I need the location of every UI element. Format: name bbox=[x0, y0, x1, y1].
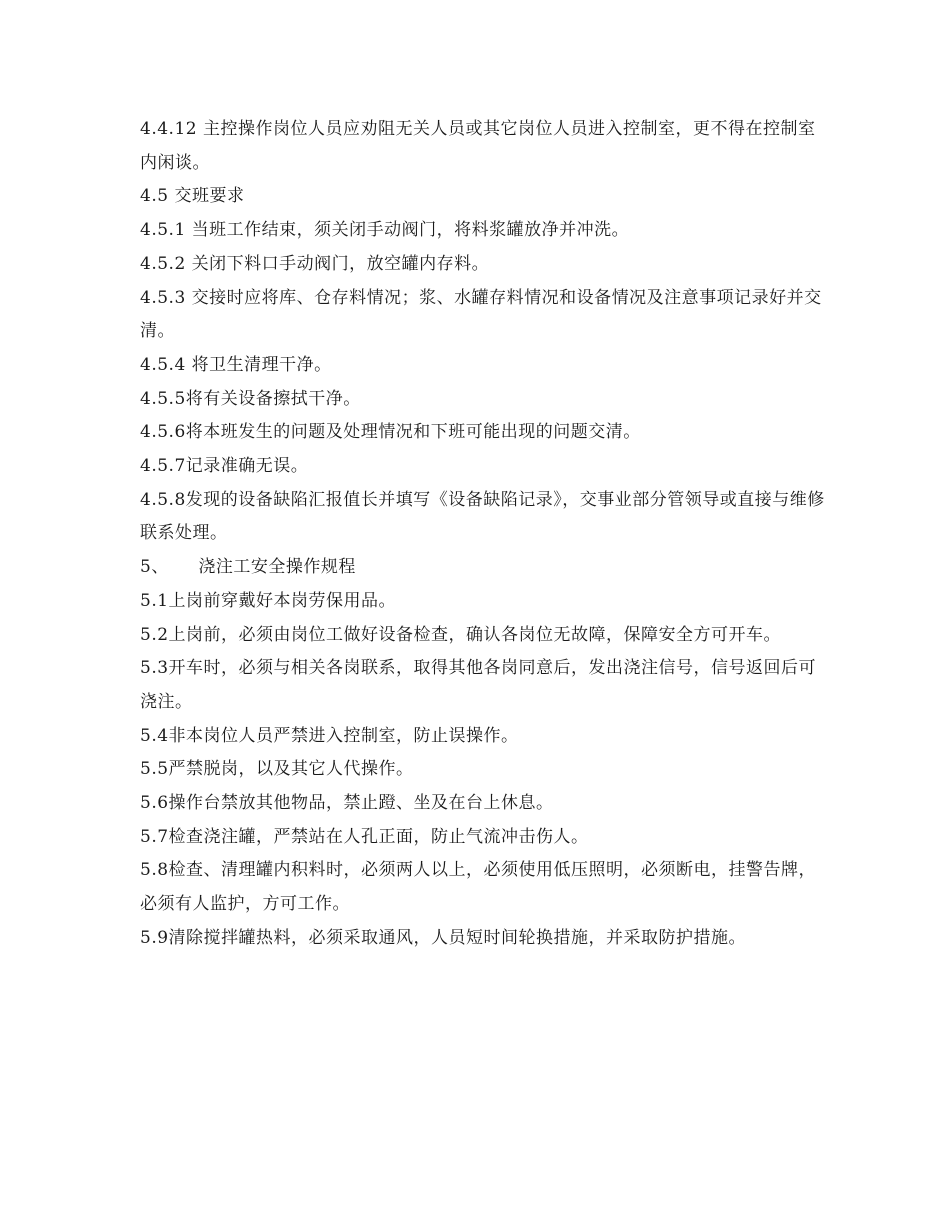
paragraph-4-5-8: 4.5.8发现的设备缺陷汇报值长并填写《设备缺陷记录》，交事业部分管领导或直接与维修联系处理。 bbox=[140, 489, 825, 544]
paragraph-5-6: 5.6操作台禁放其他物品，禁止蹬、坐及在台上休息。 bbox=[140, 793, 554, 814]
document-body bbox=[140, 113, 830, 956]
paragraph-5-4: 5.4非本岗位人员严禁进入控制室，防止误操作。 bbox=[140, 725, 519, 746]
paragraph-4-5-5: 4.5.5将有关设备擦拭干净。 bbox=[140, 388, 361, 409]
paragraph-5-9: 5.9清除搅拌罐热料，必须采取通风，人员短时间轮换措施，并采取防护措施。 bbox=[140, 927, 747, 948]
paragraph-4-5-6: 4.5.6将本班发生的问题及处理情况和下班可能出现的问题交清。 bbox=[140, 422, 641, 443]
paragraph-4-5-4: 4.5.4 将卫生清理干净。 bbox=[140, 354, 332, 375]
paragraph-5-2: 5.2上岗前，必须由岗位工做好设备检查，确认各岗位无故障，保障安全方可开车。 bbox=[140, 624, 782, 645]
paragraph-4-5-2: 4.5.2 关闭下料口手动阀门，放空罐内存料。 bbox=[140, 253, 490, 274]
paragraph-5-3: 5.3开车时，必须与相关各岗联系，取得其他各岗同意后，发出浇注信号，信号返回后可浇注。 bbox=[140, 658, 817, 712]
paragraph-4-5-7: 4.5.7记录准确无误。 bbox=[140, 456, 309, 477]
section-heading-5: 5、 浇注工安全操作规程 bbox=[140, 557, 356, 578]
paragraph-4-4-12: 4.4.12 主控操作岗位人员应劝阻无关人员或其它岗位人员进入控制室，更不得在控制室内闲谈。 bbox=[140, 119, 816, 173]
paragraph-4-5-1: 4.5.1 当班工作结束，须关闭手动阀门，将料浆罐放净并冲洗。 bbox=[140, 220, 630, 241]
paragraph-5-5: 5.5严禁脱岗，以及其它人代操作。 bbox=[140, 759, 414, 780]
section-heading-4-5: 4.5 交班要求 bbox=[140, 186, 245, 207]
paragraph-5-8: 5.8检查、清理罐内积料时，必须两人以上，必须使用低压照明，必须断电，挂警告牌，必须有人监护，方可工作。 bbox=[140, 860, 817, 915]
paragraph-4-5-3: 4.5.3 交接时应将库、仓存料情况；浆、水罐存料情况和设备情况及注意事项记录好并交清。 bbox=[140, 287, 822, 342]
paragraph-5-1: 5.1上岗前穿戴好本岗劳保用品。 bbox=[140, 590, 397, 611]
paragraph-5-7: 5.7检查浇注罐，严禁站在人孔正面，防止气流冲击伤人。 bbox=[140, 826, 589, 847]
